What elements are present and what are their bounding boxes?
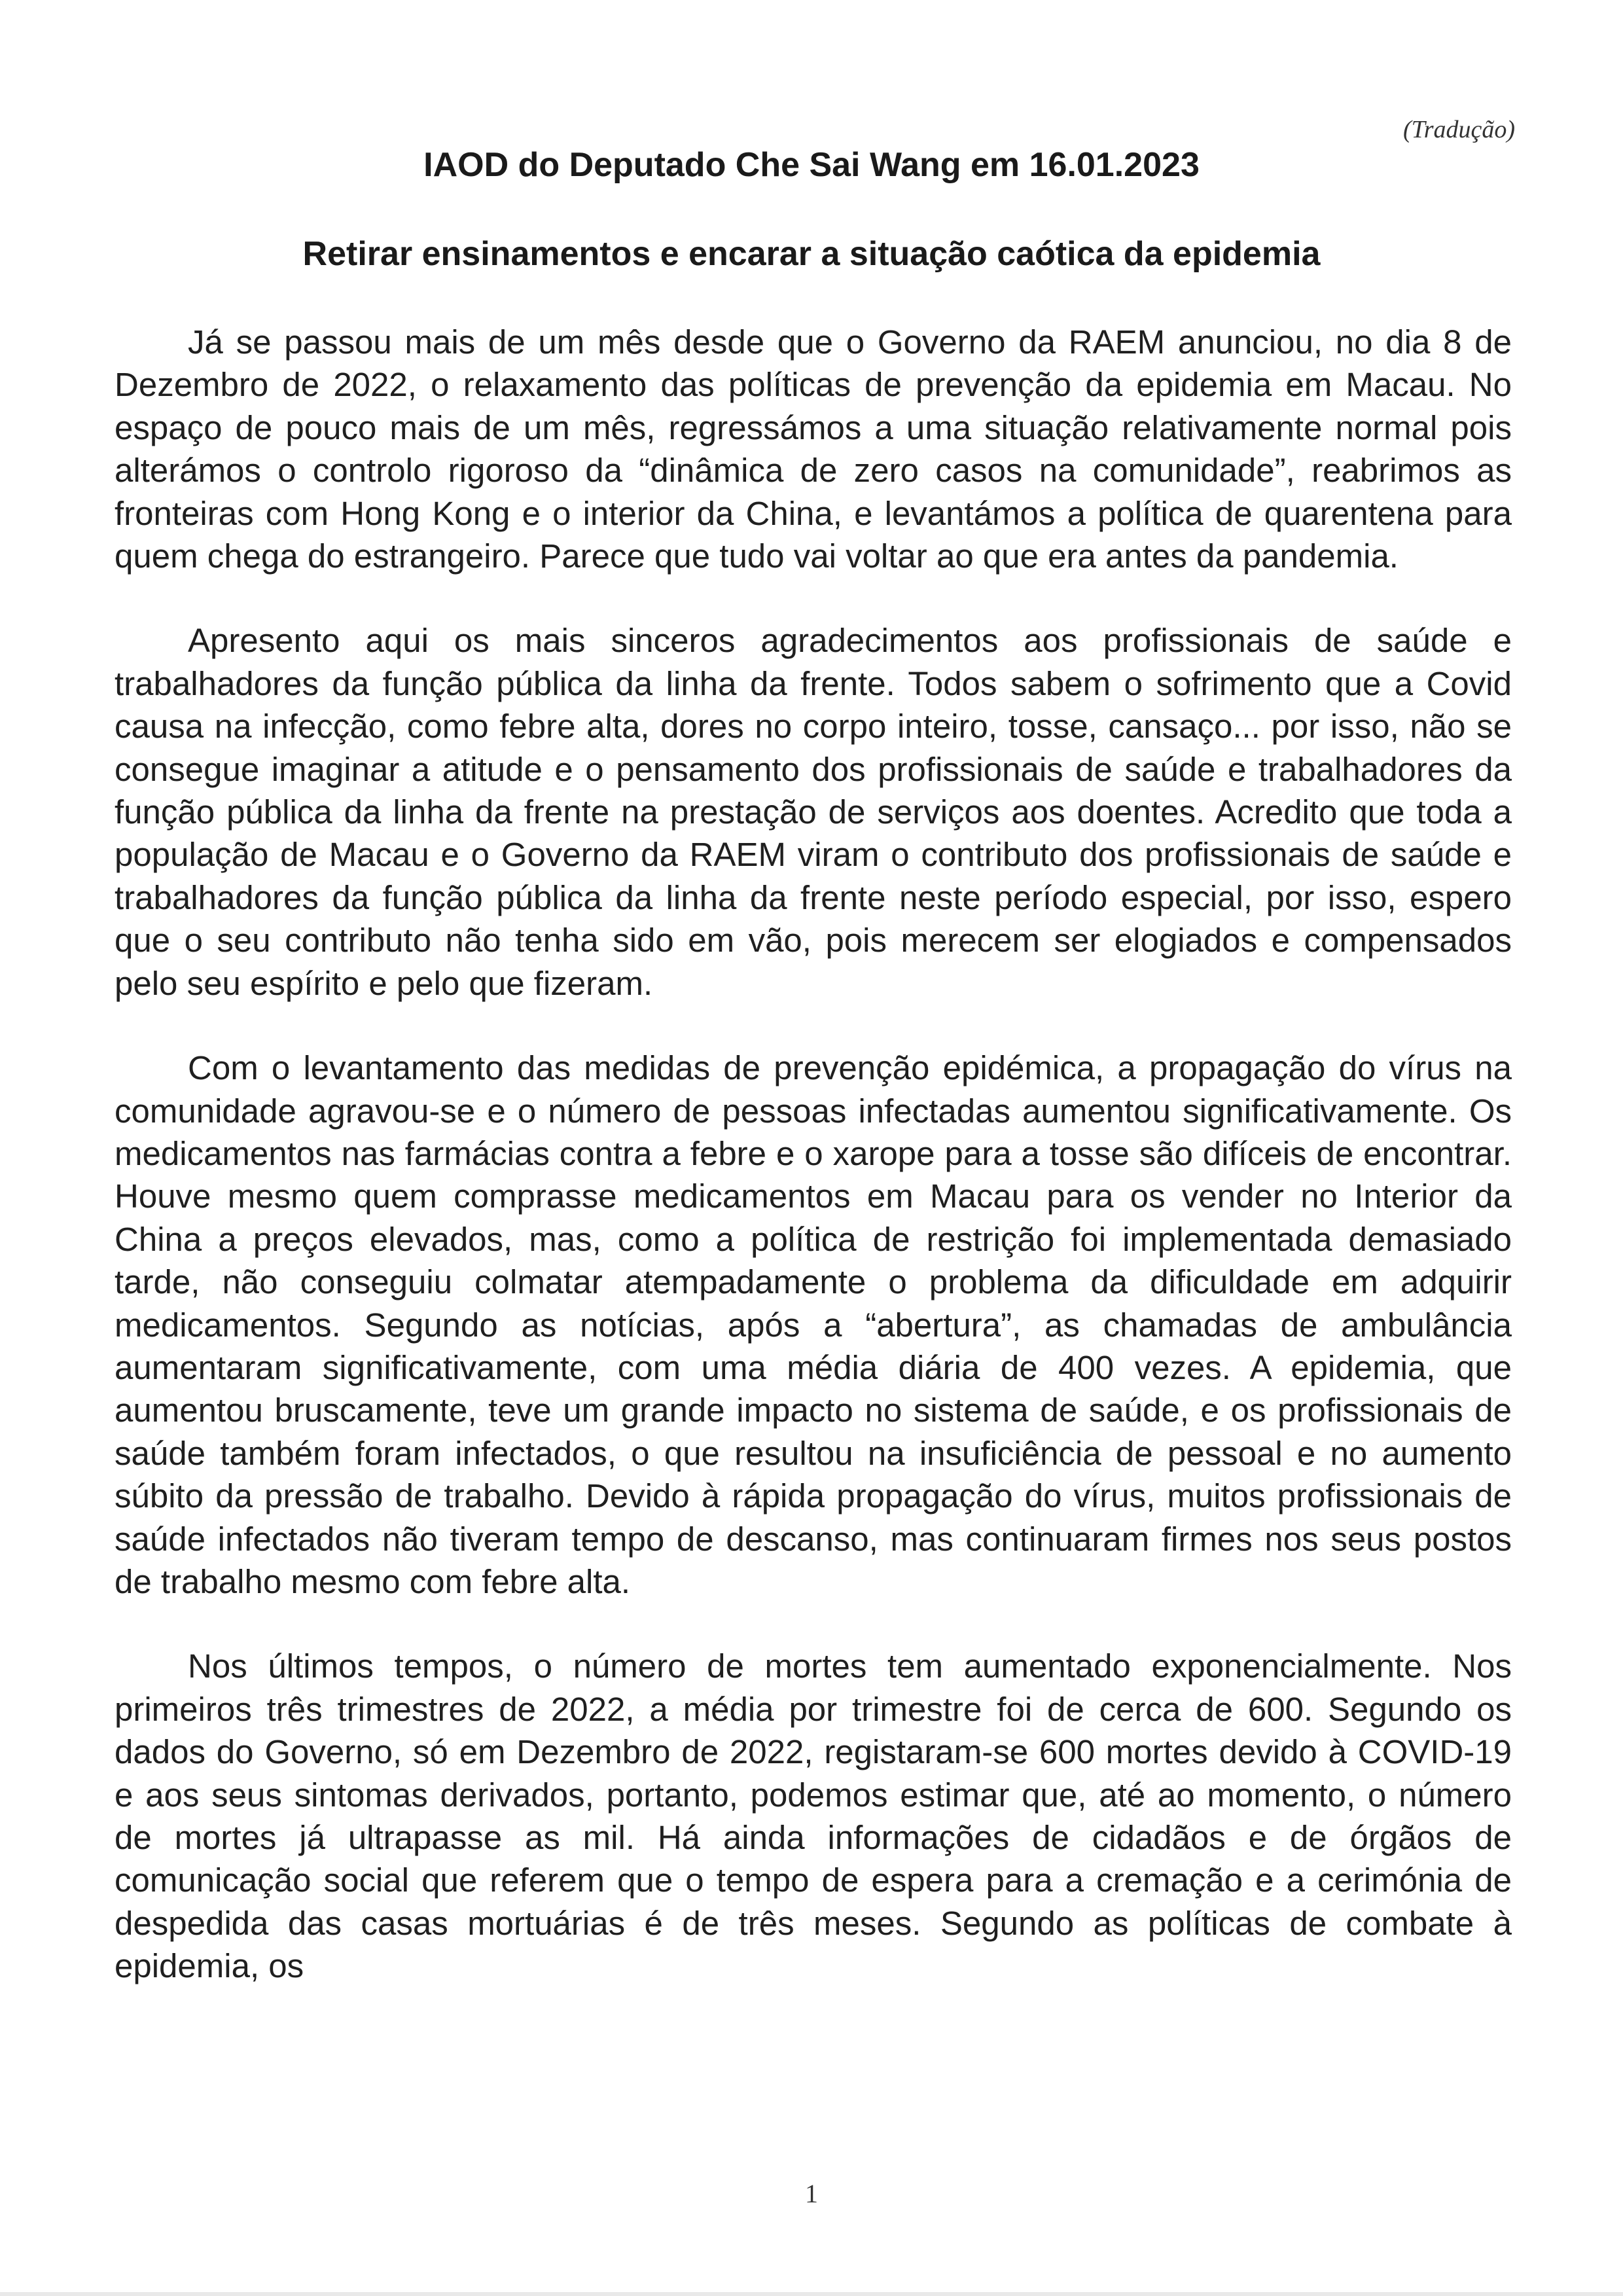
- page-number: 1: [805, 2179, 818, 2208]
- document-body: [115, 321, 1512, 2030]
- scan-edge-divider: [0, 2292, 1623, 2296]
- document-subtitle: Retirar ensinamentos e encarar a situação caótica da epidemia: [302, 235, 1321, 273]
- paragraph-4: Nos últimos tempos, o número de mortes tem aumentado exponencialmente. Nos primeiros três trimestres de 2022, a média por trimestre foi de cerca de 600. Segundo os dados do Governo, só em Dezembro de 2022, registaram-se 600 mortes devido à COVID-19 e aos seus sintomas derivados, portanto, podemos estimar que, até ao momento, o número de mortes já ultrapasse as mil. Há ainda informações de cidadãos e de órgãos de comunicação social que referem que o tempo de espera para a cremação e a cerimónia de despedida das casas mortuárias é de três meses. Segundo as políticas de combate à epidemia, os: [115, 1647, 1512, 1985]
- paragraph-1: Já se passou mais de um mês desde que o Governo da RAEM anunciou, no dia 8 de Dezembro de 2022, o relaxamento das políticas de prevenção da epidemia em Macau. No espaço de pouco mais de um mês, regressámos a uma situação relativamente normal pois alterámos o controlo rigoroso da “dinâmica de zero casos na comunidade”, reabrimos as fronteiras com Hong Kong e o interior da China, e levantámos a política de quarentena para quem chega do estrangeiro. Parece que tudo vai voltar ao que era antes da pandemia.: [115, 323, 1512, 575]
- document-title: IAOD do Deputado Che Sai Wang em 16.01.2023: [423, 146, 1200, 184]
- translation-note: (Tradução): [1403, 116, 1515, 143]
- paragraph-3: Com o levantamento das medidas de prevenção epidémica, a propagação do vírus na comunidade agravou-se e o número de pessoas infectadas aumentou significativamente. Os medicamentos nas farmácias contra a febre e o xarope para a tosse são difíceis de encontrar. Houve mesmo quem comprasse medicamentos em Macau para os vender no Interior da China a preços elevados, mas, como a política de restrição foi implementada demasiado tarde, não conseguiu colmatar atempadamente o problema da dificuldade em adquirir medicamentos. Segundo as notícias, após a “abertura”, as chamadas de ambulância aumentaram significativamente, com uma média diária de 400 vezes. A epidemia, que aumentou bruscamente, teve um grande impacto no sistema de saúde, e os profissionais de saúde também foram infectados, o que resultou na insuficiência de pessoal e no aumento súbito da pressão de trabalho. Devido à rápida propagação do vírus, muitos profissionais de saúde infectados não tiveram tempo de descanso, mas continuaram firmes nos seus postos de trabalho mesmo com febre alta.: [115, 1049, 1512, 1600]
- paragraph-2: Apresento aqui os mais sinceros agradecimentos aos profissionais de saúde e trabalhadores da função pública da linha da frente. Todos sabem o sofrimento que a Covid causa na infecção, como febre alta, dores no corpo inteiro, tosse, cansaço... por isso, não se consegue imaginar a atitude e o pensamento dos profissionais de saúde e trabalhadores da função pública da linha da frente na prestação de serviços aos doentes. Acredito que toda a população de Macau e o Governo da RAEM viram o contributo dos profissionais de saúde e trabalhadores da função pública da linha da frente neste período especial, por isso, espero que o seu contributo não tenha sido em vão, pois merecem ser elogiados e compensados pelo seu espírito e pelo que fizeram.: [115, 622, 1512, 1002]
